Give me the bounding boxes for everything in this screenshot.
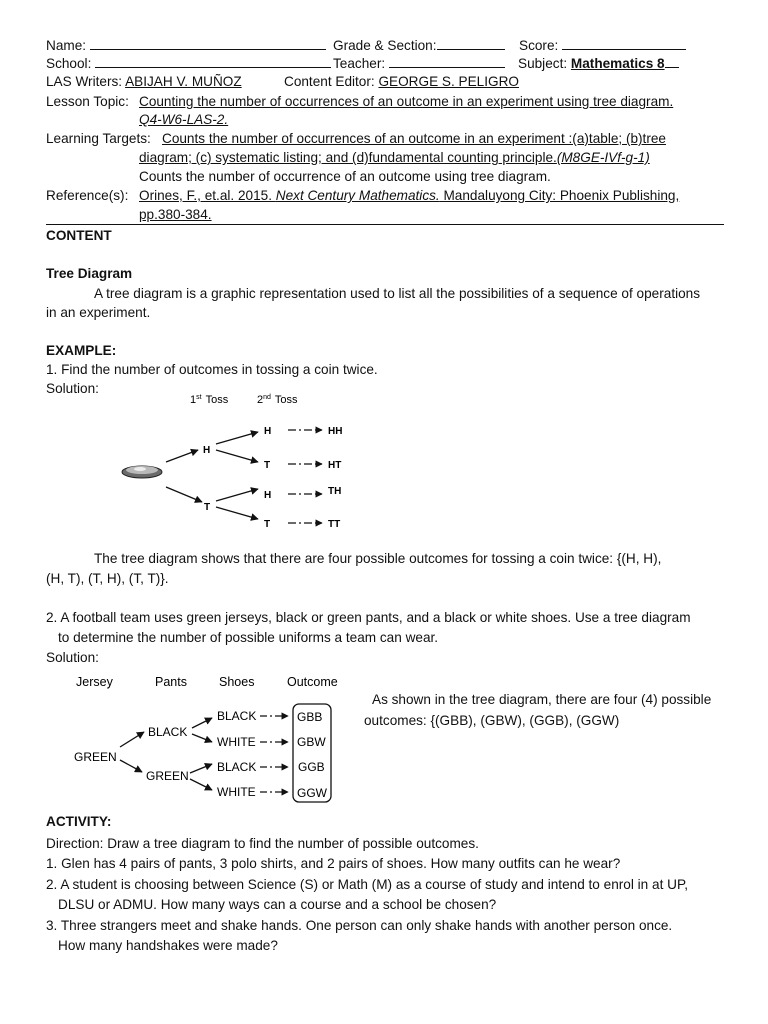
outcome-ht: HT bbox=[328, 460, 342, 471]
school-row bbox=[46, 54, 331, 72]
branch-green-white bbox=[190, 779, 212, 790]
outcome-gbw: GBW bbox=[297, 735, 326, 749]
score-row bbox=[519, 36, 686, 54]
outcome-tt: TT bbox=[328, 519, 341, 530]
targets-line3: Counts the number of occurrence of an outcome using tree diagram. bbox=[139, 169, 551, 184]
subject-blank bbox=[665, 54, 679, 68]
ref-pages: pp.380-384. bbox=[139, 207, 212, 222]
outcome-ggw: GGW bbox=[297, 786, 327, 800]
header-jersey: Jersey bbox=[76, 675, 113, 689]
coin-toss-tree-diagram bbox=[110, 388, 370, 538]
ref-authors: Orines, F., et.al. 2015. bbox=[139, 188, 272, 203]
activity-question-3-line2: How many handshakes were made? bbox=[58, 938, 278, 953]
topic-value: Counting the number of occurrences of an outcome in an experiment using tree diagram. bbox=[139, 94, 674, 109]
example2-question-line1: 2. A football team uses green jerseys, black or green pants, and a black or white shoes. Use a tree diagram bbox=[46, 610, 691, 625]
example1-solution-label: Solution: bbox=[46, 381, 99, 396]
editor-label: Content Editor: bbox=[284, 74, 375, 89]
header-pants: Pants bbox=[155, 675, 187, 689]
writers-label: LAS Writers: bbox=[46, 74, 123, 89]
branch-t-t bbox=[216, 507, 258, 519]
outcome-hh: HH bbox=[328, 426, 343, 437]
pants-green: GREEN bbox=[146, 769, 189, 783]
teacher-blank[interactable] bbox=[389, 54, 505, 68]
activity-heading: ACTIVITY: bbox=[46, 814, 112, 829]
writers-value: ABIJAH V. MUÑOZ bbox=[125, 74, 242, 89]
grade-label: Grade & Section: bbox=[333, 38, 437, 53]
shoes-black-1: BLACK bbox=[217, 709, 257, 723]
branch-h-t bbox=[216, 450, 258, 462]
teacher-row bbox=[333, 54, 505, 72]
first-toss-h: H bbox=[203, 445, 211, 456]
first-toss-header: 1st Toss bbox=[190, 394, 229, 406]
name-label: Name: bbox=[46, 38, 87, 53]
branch-black-white bbox=[192, 734, 212, 742]
example2-solution-label: Solution: bbox=[46, 650, 99, 665]
content-heading: CONTENT bbox=[46, 228, 112, 243]
branch-black-black bbox=[192, 718, 212, 728]
second-toss-t1: T bbox=[264, 460, 271, 471]
activity-question-2-line2: DLSU or ADMU. How many ways can a course and a school be chosen? bbox=[58, 897, 497, 912]
targets-code: (M8GE-IVf-g-1) bbox=[556, 150, 650, 165]
example2-explanation-line2: outcomes: {(GBB), (GBW), (GGB), (GGW) bbox=[364, 713, 620, 728]
header-outcome: Outcome bbox=[287, 675, 338, 689]
subject-row bbox=[518, 54, 679, 72]
targets-label: Learning Targets: bbox=[46, 131, 151, 146]
coin-icon bbox=[122, 466, 162, 478]
uniform-tree-diagram bbox=[60, 668, 360, 808]
grade-row bbox=[333, 36, 505, 54]
example-heading: EXAMPLE: bbox=[46, 343, 117, 358]
jersey-green: GREEN bbox=[74, 750, 117, 764]
second-toss-t2: T bbox=[264, 519, 271, 530]
example1-question: 1. Find the number of outcomes in tossing a coin twice. bbox=[46, 362, 378, 377]
branch-green-black-pants bbox=[120, 732, 144, 747]
tree-heading: Tree Diagram bbox=[46, 266, 133, 281]
example1-explanation-line1: The tree diagram shows that there are four possible outcomes for tossing a coin twice: {(H, H), bbox=[94, 551, 662, 566]
second-toss-h1: H bbox=[264, 426, 272, 437]
branch-h-h bbox=[216, 432, 258, 444]
name-blank[interactable] bbox=[90, 36, 326, 50]
targets-line1: Counts the number of occurrences of an outcome in an experiment :(a)table; (b)tree bbox=[162, 131, 666, 146]
branch-coin-h bbox=[166, 450, 198, 462]
second-toss-h2: H bbox=[264, 490, 272, 501]
tree-definition-line1: A tree diagram is a graphic representation used to list all the possibilities of a sequence of operations bbox=[94, 286, 701, 301]
branch-green-black bbox=[190, 764, 212, 773]
score-blank[interactable] bbox=[562, 36, 686, 50]
activity-question-2-line1: 2. A student is choosing between Science (S) or Math (M) as a course of study and intend to enrol in at UP, bbox=[46, 877, 689, 892]
subject-label: Subject: bbox=[518, 56, 568, 71]
ref-publisher: Mandaluyong City: Phoenix Publishing, bbox=[443, 188, 680, 203]
outcome-ggb: GGB bbox=[298, 760, 325, 774]
shoes-white-1: WHITE bbox=[217, 735, 256, 749]
example2-explanation-line1: As shown in the tree diagram, there are four (4) possible bbox=[372, 692, 712, 707]
editor-row bbox=[284, 73, 519, 90]
header-shoes: Shoes bbox=[219, 675, 255, 689]
editor-value: GEORGE S. PELIGRO bbox=[378, 74, 519, 89]
score-label: Score: bbox=[519, 38, 559, 53]
branch-green-green-pants bbox=[120, 760, 142, 772]
header-divider bbox=[46, 224, 724, 225]
topic-label: Lesson Topic: bbox=[46, 94, 129, 109]
branch-t-h bbox=[216, 489, 258, 501]
branch-coin-t bbox=[166, 487, 202, 502]
activity-direction: Direction: Draw a tree diagram to find the number of possible outcomes. bbox=[46, 836, 479, 851]
ref-label: Reference(s): bbox=[46, 188, 129, 203]
grade-blank[interactable] bbox=[437, 36, 505, 50]
activity-question-1: 1. Glen has 4 pairs of pants, 3 polo shirts, and 2 pairs of shoes. How many outfits can he wear? bbox=[46, 856, 621, 871]
example2-question-line2: to determine the number of possible uniforms a team can wear. bbox=[58, 630, 439, 645]
name-row bbox=[46, 36, 326, 54]
tree-definition-line2: in an experiment. bbox=[46, 305, 151, 320]
subject-value: Mathematics 8 bbox=[570, 56, 665, 71]
ref-row bbox=[139, 187, 679, 204]
second-toss-header: 2nd Toss bbox=[257, 394, 298, 406]
school-blank[interactable] bbox=[95, 54, 331, 68]
targets-line2-row bbox=[139, 149, 650, 166]
school-label: School: bbox=[46, 56, 92, 71]
example1-explanation-line2: (H, T), (T, H), (T, T)}. bbox=[46, 571, 169, 586]
shoes-white-2: WHITE bbox=[217, 785, 256, 799]
outcome-gbb: GBB bbox=[297, 710, 323, 724]
pants-black: BLACK bbox=[148, 725, 188, 739]
topic-code: Q4-W6-LAS-2. bbox=[139, 112, 229, 127]
ref-title: Next Century Mathematics. bbox=[275, 188, 440, 203]
shoes-black-2: BLACK bbox=[217, 760, 257, 774]
writers-row bbox=[46, 73, 242, 90]
activity-question-3-line1: 3. Three strangers meet and shake hands. One person can only shake hands with another person once. bbox=[46, 918, 673, 933]
teacher-label: Teacher: bbox=[333, 56, 386, 71]
targets-line2: diagram; (c) systematic listing; and (d)fundamental counting principle. bbox=[139, 150, 557, 165]
outcome-th: TH bbox=[328, 486, 342, 497]
first-toss-t: T bbox=[204, 502, 211, 513]
